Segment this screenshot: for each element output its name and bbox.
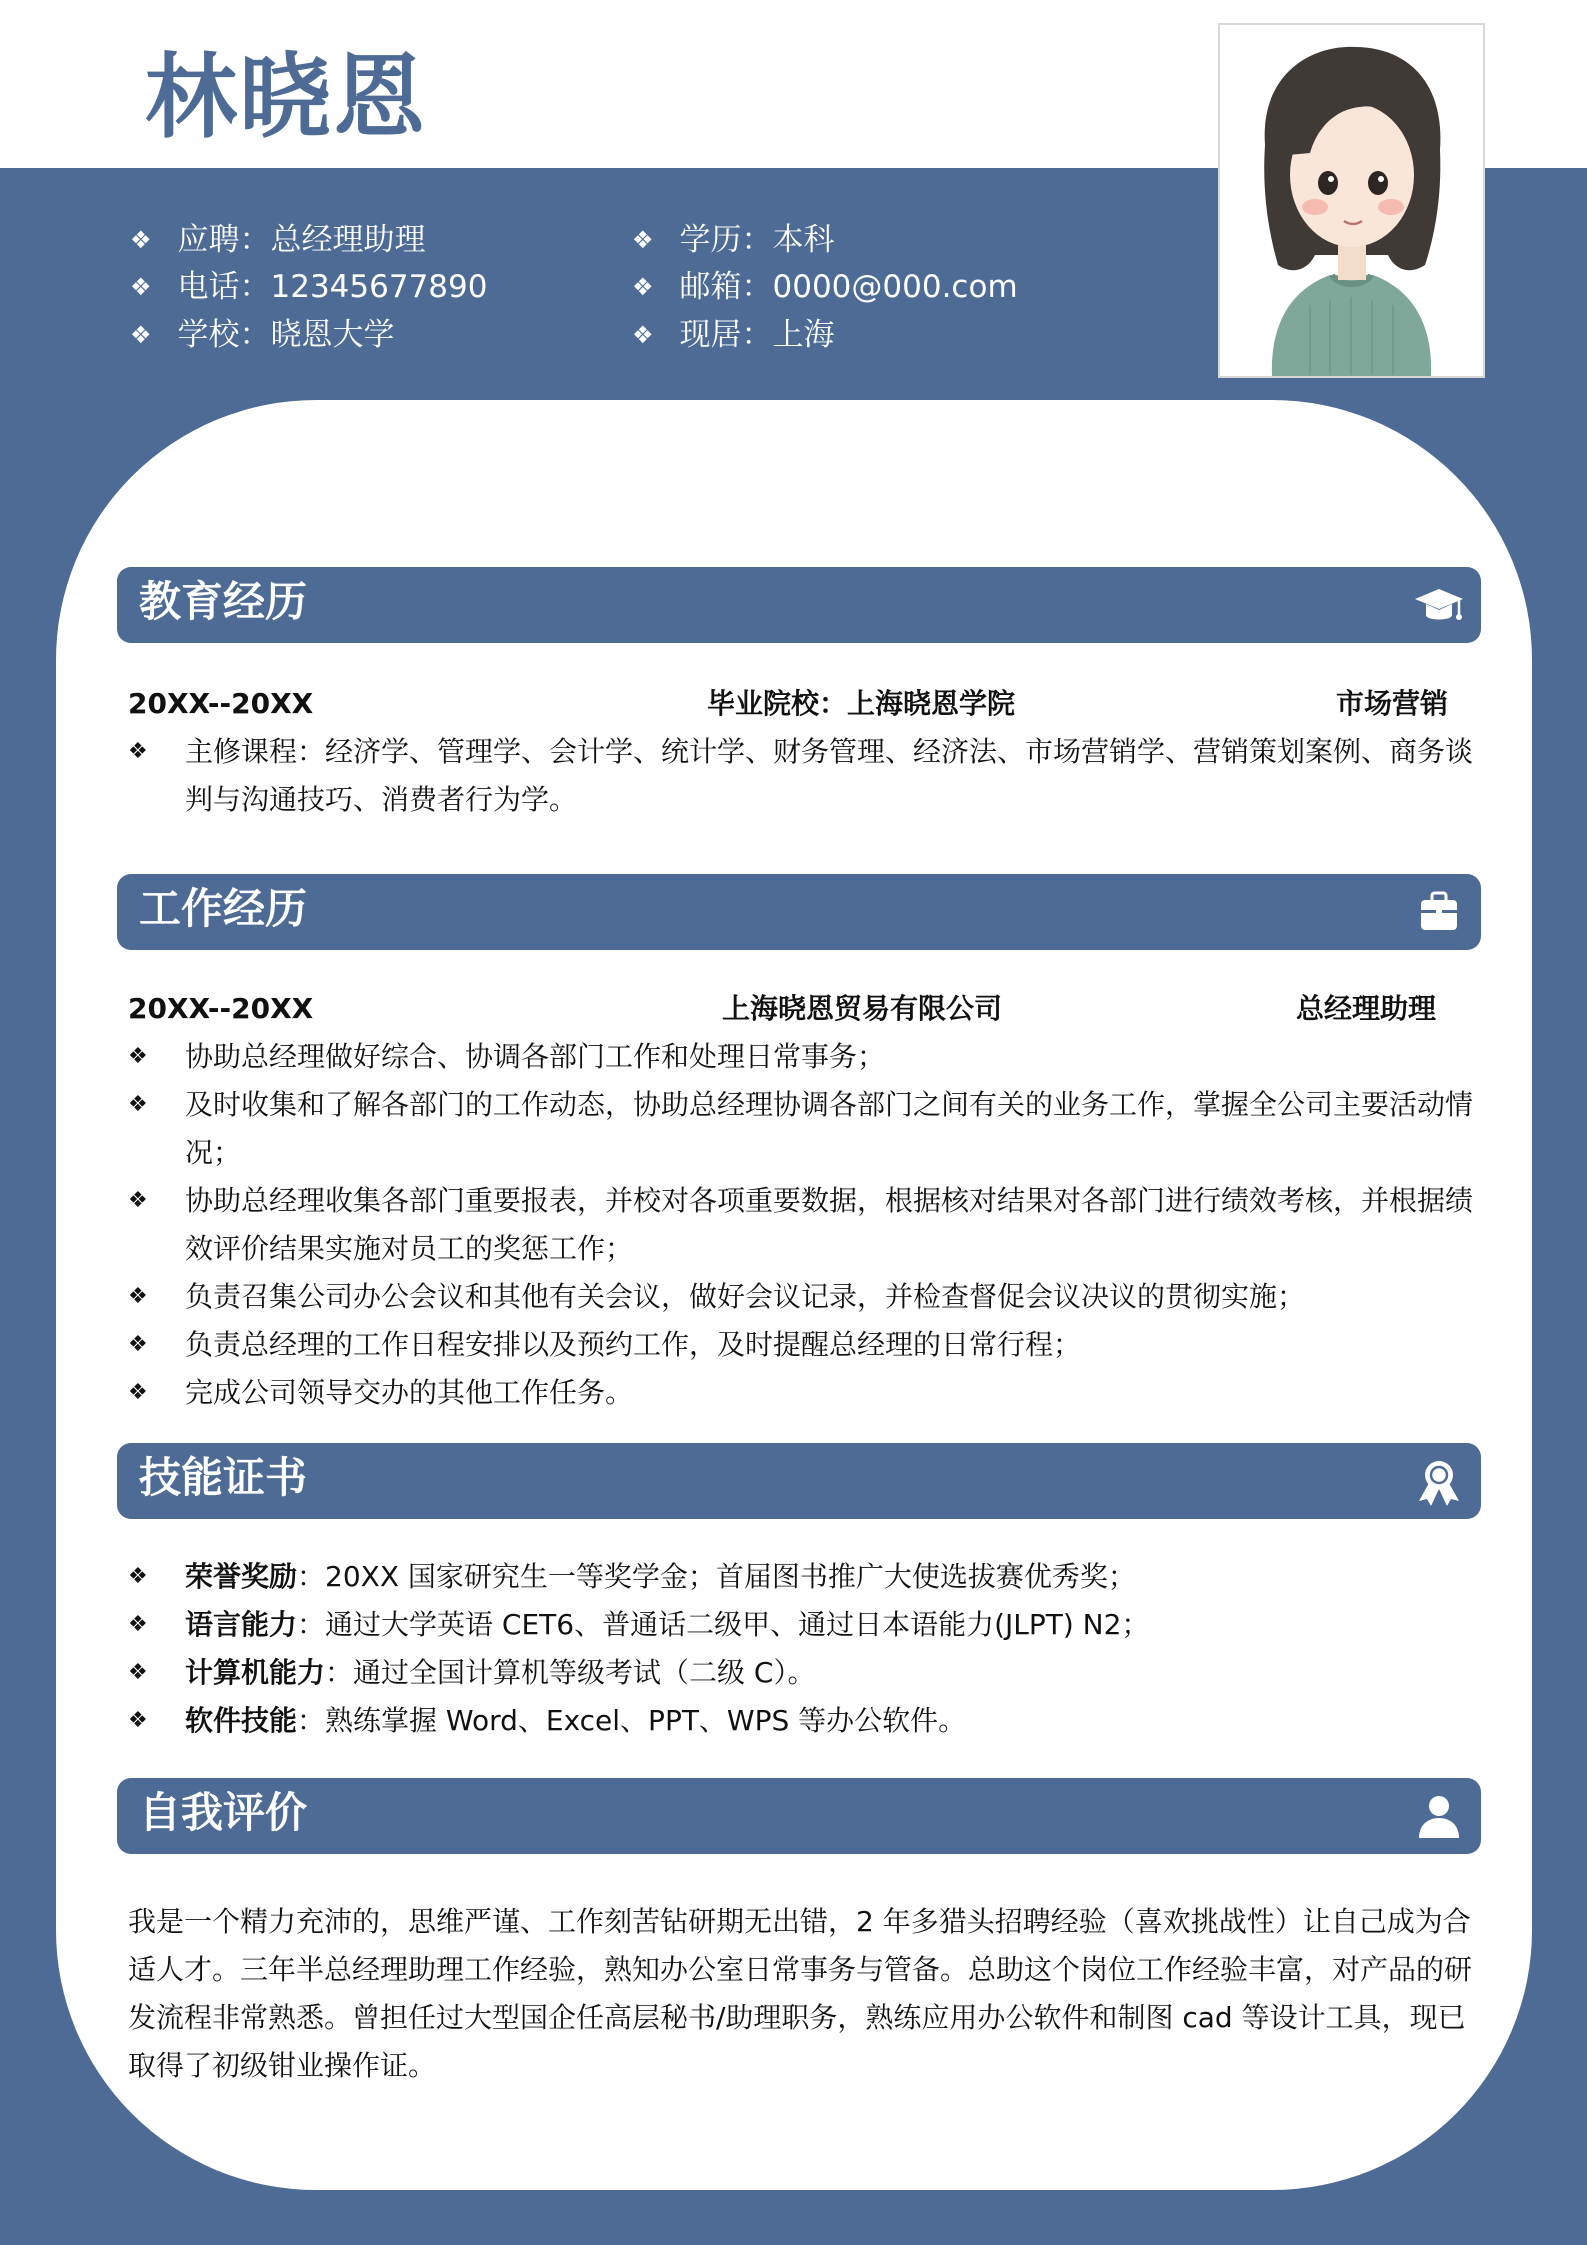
briefcase-icon bbox=[1413, 888, 1465, 938]
bullet-icon: ❖ bbox=[632, 226, 654, 254]
work-period: 20XX--20XX bbox=[128, 992, 314, 1025]
skill-label: 计算机能力 bbox=[185, 1656, 326, 1689]
skill-label: 荣誉奖励 bbox=[185, 1560, 298, 1593]
section-title: 技能证书 bbox=[139, 1453, 308, 1502]
graduation-cap-icon bbox=[1413, 581, 1465, 631]
bullet-icon: ❖ bbox=[128, 1564, 148, 1589]
section-title: 工作经历 bbox=[139, 884, 308, 933]
bullet-icon: ❖ bbox=[632, 321, 654, 349]
info-email: ❖ 邮箱：0000@000.com bbox=[632, 269, 1018, 305]
bullet-icon: ❖ bbox=[130, 321, 152, 349]
avatar bbox=[1218, 23, 1485, 378]
bullet-icon: ❖ bbox=[128, 739, 148, 764]
info-school: ❖ 学校：晓恩大学 bbox=[130, 317, 395, 353]
bullet-icon: ❖ bbox=[128, 1660, 148, 1685]
bullet-icon: ❖ bbox=[128, 1380, 148, 1405]
work-role: 总经理助理 bbox=[1296, 992, 1437, 1025]
bullet-icon: ❖ bbox=[128, 1612, 148, 1637]
work-company: 上海晓恩贸易有限公司 bbox=[722, 992, 1003, 1025]
avatar-illustration bbox=[1220, 25, 1483, 376]
bullet-icon: ❖ bbox=[130, 226, 152, 254]
self-evaluation-text: 我是一个精力充沛的，思维严谨、工作刻苦钻研期无出错，2 年多猎头招聘经验（喜欢挑战性）让自己成为合适人才。三年半总经理助理工作经验，熟知办公室日常事务与管备。总助这个岗位工作经验丰富，对产品的研发流程非常熟悉。曾担任过大型国企任高层秘书/助理职务，熟练应用办公软件和制图 cad 等设计工具，现已取得了初级钳业操作证。 bbox=[128, 1905, 1473, 2082]
education-period: 20XX--20XX bbox=[128, 687, 314, 720]
bullet-icon: ❖ bbox=[128, 1044, 148, 1069]
section-title: 教育经历 bbox=[139, 577, 308, 626]
section-header-skills bbox=[117, 1443, 1481, 1519]
education-school: 毕业院校：上海晓恩学院 bbox=[707, 687, 1016, 720]
education-major: 市场营销 bbox=[1336, 687, 1449, 720]
info-phone: ❖ 电话：12345677890 bbox=[130, 269, 488, 305]
section-title: 自我评价 bbox=[139, 1788, 308, 1837]
bullet-icon: ❖ bbox=[128, 1188, 148, 1213]
info-degree: ❖ 学历：本科 bbox=[632, 222, 835, 258]
skill-label: 语言能力 bbox=[185, 1608, 298, 1641]
bullet-icon: ❖ bbox=[130, 273, 152, 301]
section-header-self bbox=[117, 1778, 1481, 1854]
candidate-name: 林晓恩 bbox=[145, 44, 428, 151]
info-position: ❖ 应聘：总经理助理 bbox=[130, 222, 426, 258]
skill-text: ：通过大学英语 CET6、普通话二级甲、通过日本语能力(JLPT) N2； bbox=[297, 1608, 1150, 1641]
section-header-work bbox=[117, 874, 1481, 950]
bullet-icon: ❖ bbox=[128, 1708, 148, 1733]
skill-text: ：熟练掌握 Word、Excel、PPT、WPS 等办公软件。 bbox=[297, 1704, 967, 1737]
info-location: ❖ 现居：上海 bbox=[632, 317, 835, 353]
section-header-education bbox=[117, 567, 1481, 643]
award-ribbon-icon bbox=[1413, 1457, 1465, 1507]
bullet-icon: ❖ bbox=[128, 1284, 148, 1309]
bullet-icon: ❖ bbox=[128, 1332, 148, 1357]
person-icon bbox=[1413, 1792, 1465, 1842]
skill-label: 软件技能 bbox=[185, 1704, 298, 1737]
skill-text: ：通过全国计算机等级考试（二级 C）。 bbox=[325, 1656, 816, 1689]
bullet-icon: ❖ bbox=[632, 273, 654, 301]
bullet-icon: ❖ bbox=[128, 1092, 148, 1117]
skill-text: ：20XX 国家研究生一等奖学金；首届图书推广大使选拔赛优秀奖； bbox=[297, 1560, 1136, 1593]
